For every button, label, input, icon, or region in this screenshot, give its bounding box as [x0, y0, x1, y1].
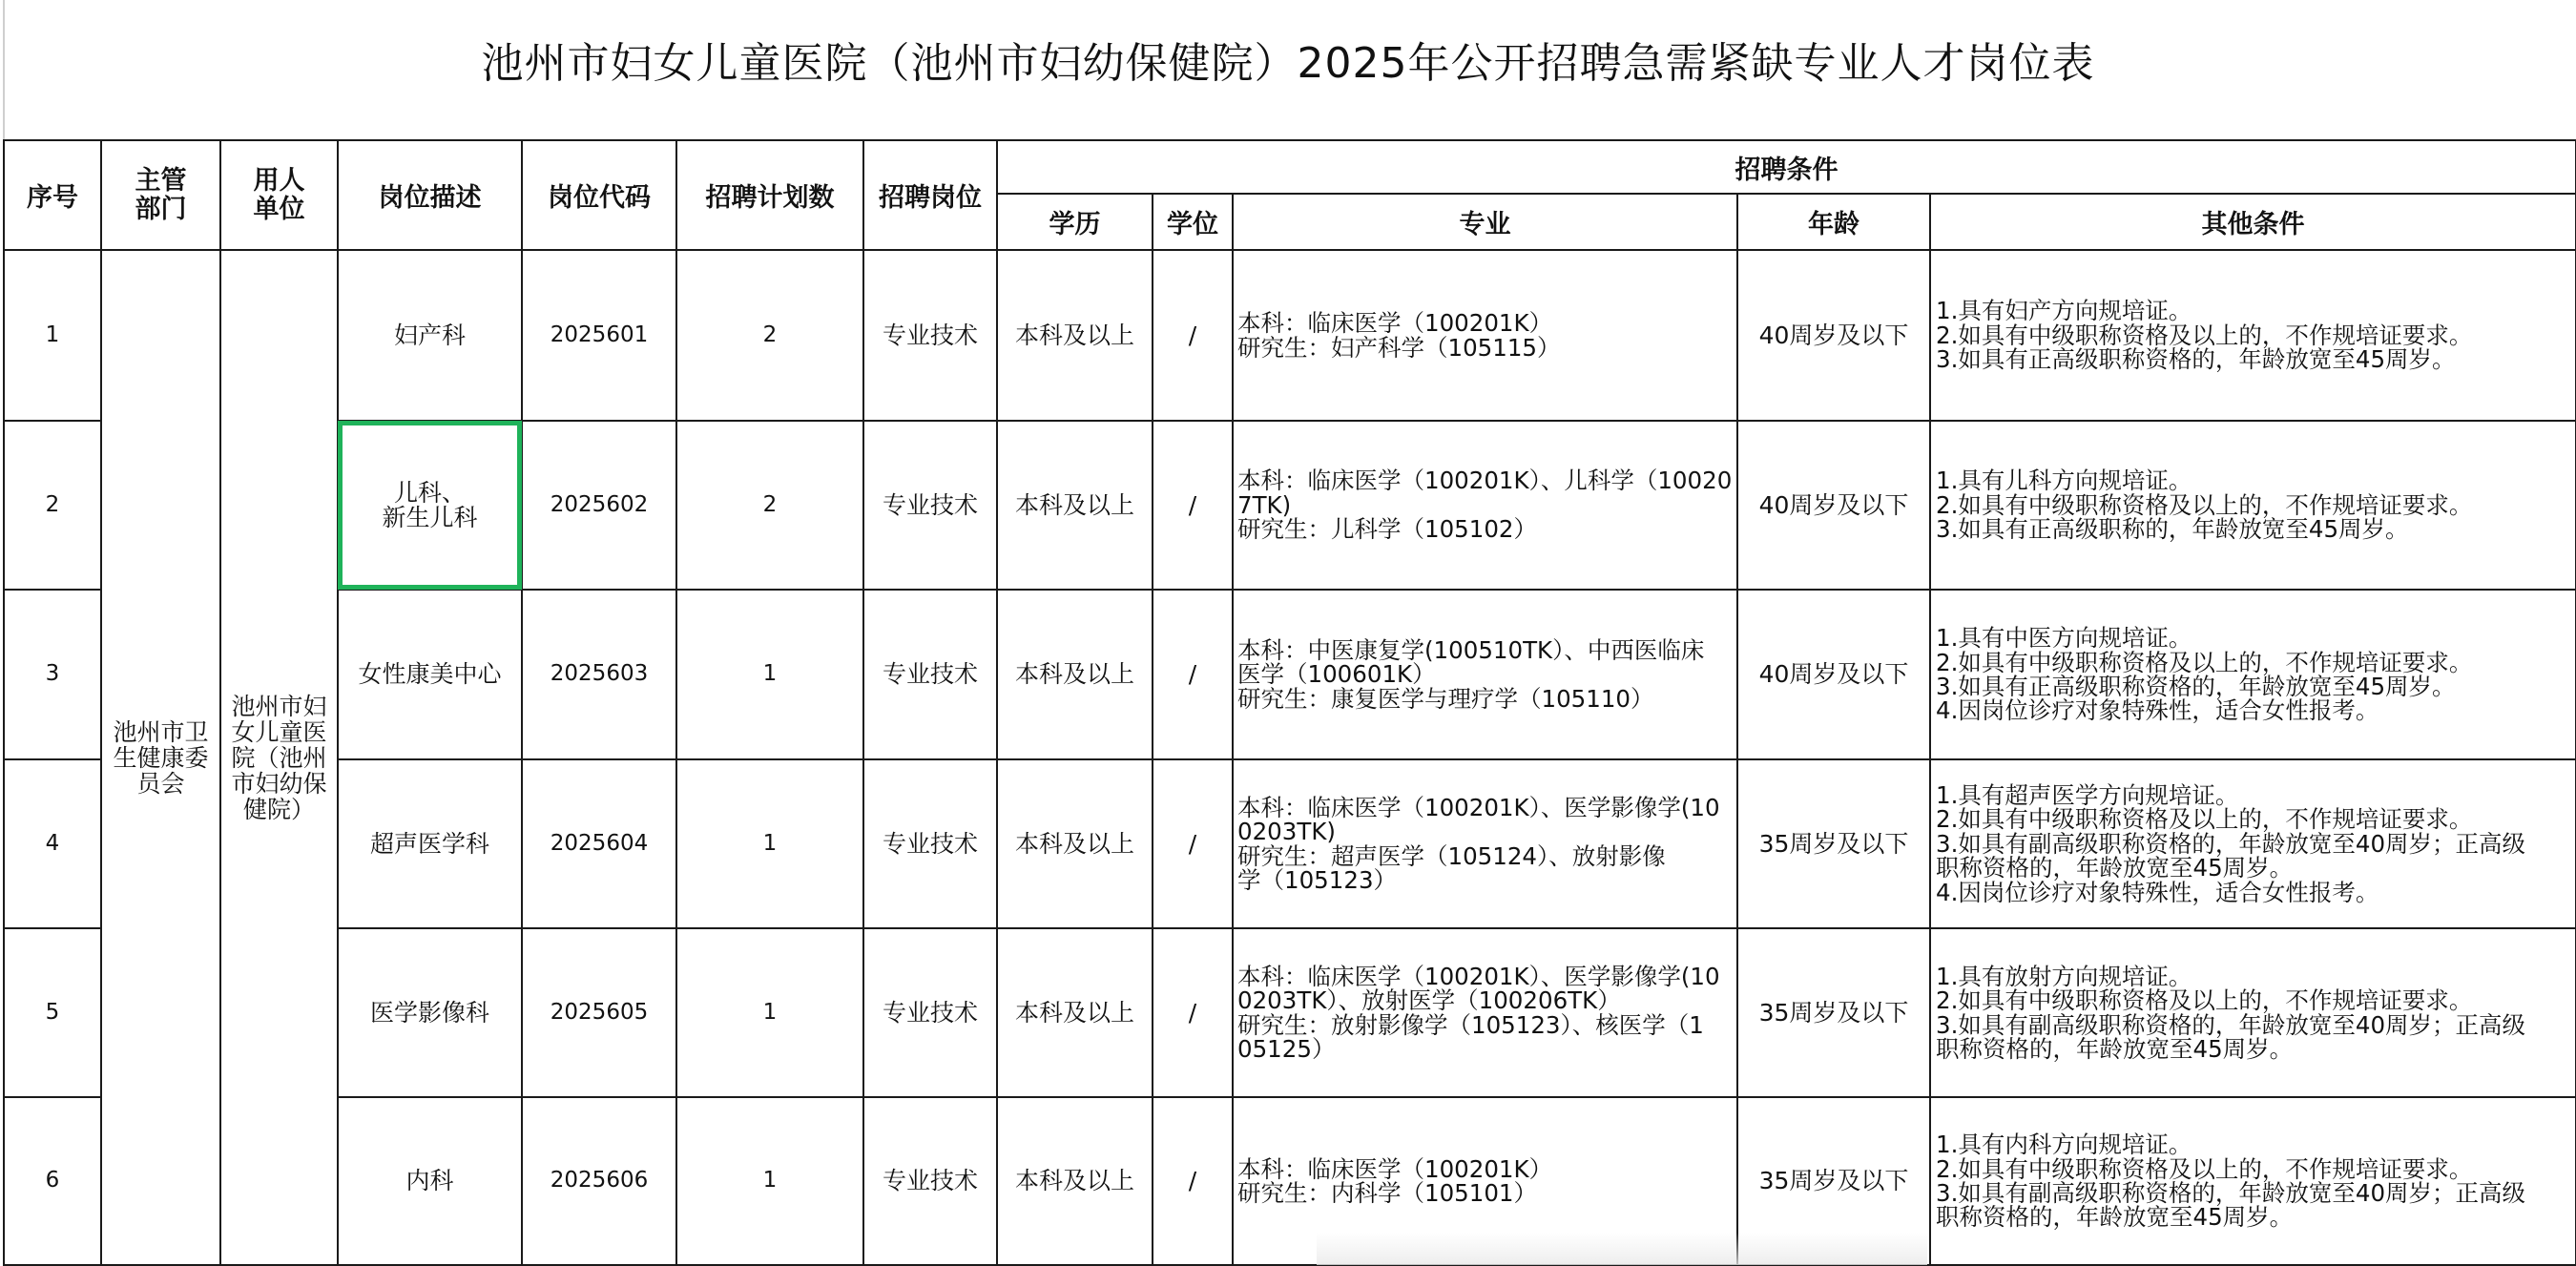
cell-plan[interactable]: 1	[676, 590, 863, 759]
header-major[interactable]: 专业	[1233, 194, 1737, 250]
cell-degree[interactable]: /	[1153, 421, 1233, 590]
cell-other[interactable]: 1.具有放射方向规培证。 2.如具有中级职称资格及以上的，不作规培证要求。 3.如具有副高级职称资格的，年龄放宽至40周岁；正高级 职称资格的，年龄放宽至45周岁。	[1930, 928, 2576, 1097]
cell-seq[interactable]: 4	[4, 759, 101, 928]
cell-age[interactable]: 40周岁及以下	[1737, 590, 1930, 759]
cell-dept[interactable]	[101, 250, 220, 1265]
cell-degree[interactable]: /	[1153, 759, 1233, 928]
cell-education[interactable]: 本科及以上	[997, 1097, 1153, 1265]
table-row	[4, 759, 2576, 928]
header-desc[interactable]: 岗位描述	[338, 140, 522, 250]
header-degree[interactable]: 学位	[1153, 194, 1233, 250]
cell-major[interactable]: 本科：临床医学（100201K）、儿科学（10020 7TK) 研究生：儿科学（105102）	[1233, 421, 1737, 590]
table-row	[4, 421, 2576, 590]
cell-age[interactable]: 40周岁及以下	[1737, 250, 1930, 421]
cell-post[interactable]: 专业技术	[863, 759, 997, 928]
header-dept-label: 主管部门	[135, 165, 187, 224]
cell-dept-text: 池州市卫生健康委员会	[113, 717, 209, 798]
cell-code[interactable]: 2025604	[522, 759, 676, 928]
table-row	[4, 250, 2576, 421]
cell-code[interactable]: 2025602	[522, 421, 676, 590]
cell-education[interactable]: 本科及以上	[997, 590, 1153, 759]
header-post[interactable]: 招聘岗位	[863, 140, 997, 250]
cell-major[interactable]: 本科：临床医学（100201K）、医学影像学(10 0203TK）、放射医学（100206TK） 研究生：放射影像学（105123）、核医学（1 05125）	[1233, 928, 1737, 1097]
cell-unit[interactable]	[220, 250, 338, 1265]
cell-post[interactable]: 专业技术	[863, 590, 997, 759]
cell-desc[interactable]: 超声医学科	[338, 759, 522, 928]
cell-post[interactable]: 专业技术	[863, 421, 997, 590]
recruitment-table	[3, 139, 2576, 1266]
cell-major[interactable]: 本科：临床医学（100201K）、医学影像学(10 0203TK) 研究生：超声医学（105124）、放射影像 学（105123）	[1233, 759, 1737, 928]
header-conditions[interactable]: 招聘条件	[997, 140, 2576, 194]
table-row	[4, 928, 2576, 1097]
cell-age[interactable]: 35周岁及以下	[1737, 928, 1930, 1097]
cell-code[interactable]: 2025605	[522, 928, 676, 1097]
cell-education[interactable]: 本科及以上	[997, 759, 1153, 928]
cell-other[interactable]: 1.具有内科方向规培证。 2.如具有中级职称资格及以上的，不作规培证要求。 3.如具有副高级职称资格的，年龄放宽至40周岁；正高级 职称资格的，年龄放宽至45周岁。	[1930, 1097, 2576, 1265]
header-plan[interactable]: 招聘计划数	[676, 140, 863, 250]
cell-post[interactable]: 专业技术	[863, 928, 997, 1097]
cell-degree[interactable]: /	[1153, 1097, 1233, 1265]
cell-age[interactable]: 40周岁及以下	[1737, 421, 1930, 590]
cell-other[interactable]: 1.具有妇产方向规培证。 2.如具有中级职称资格及以上的，不作规培证要求。 3.如具有正高级职称资格的，年龄放宽至45周岁。	[1930, 250, 2576, 421]
cell-degree[interactable]: /	[1153, 590, 1233, 759]
cell-seq[interactable]: 6	[4, 1097, 101, 1265]
table-row	[4, 1097, 2576, 1265]
cell-seq[interactable]: 3	[4, 590, 101, 759]
cell-education[interactable]: 本科及以上	[997, 421, 1153, 590]
header-unit-label: 用人单位	[253, 165, 305, 224]
cell-desc[interactable]: 女性康美中心	[338, 590, 522, 759]
header-unit[interactable]	[220, 140, 338, 250]
cell-major[interactable]: 本科：临床医学（100201K） 研究生：妇产科学（105115）	[1233, 250, 1737, 421]
cell-code[interactable]: 2025601	[522, 250, 676, 421]
header-age[interactable]: 年龄	[1737, 194, 1930, 250]
cell-degree[interactable]: /	[1153, 928, 1233, 1097]
cell-seq[interactable]: 1	[4, 250, 101, 421]
cell-education[interactable]: 本科及以上	[997, 928, 1153, 1097]
cell-code[interactable]: 2025606	[522, 1097, 676, 1265]
cell-plan[interactable]: 1	[676, 759, 863, 928]
cell-education[interactable]: 本科及以上	[997, 250, 1153, 421]
cell-age[interactable]: 35周岁及以下	[1737, 759, 1930, 928]
cell-plan[interactable]: 2	[676, 421, 863, 590]
cell-seq[interactable]: 2	[4, 421, 101, 590]
cell-desc-selected[interactable]: 儿科、 新生儿科	[338, 421, 522, 590]
cell-other[interactable]: 1.具有儿科方向规培证。 2.如具有中级职称资格及以上的，不作规培证要求。 3.如具有正高级职称的，年龄放宽至45周岁。	[1930, 421, 2576, 590]
cell-code[interactable]: 2025603	[522, 590, 676, 759]
header-other[interactable]: 其他条件	[1930, 194, 2576, 250]
cell-desc[interactable]: 妇产科	[338, 250, 522, 421]
cell-age[interactable]: 35周岁及以下	[1737, 1097, 1930, 1265]
cell-other[interactable]: 1.具有超声医学方向规培证。 2.如具有中级职称资格及以上的，不作规培证要求。 3.如具有副高级职称资格的，年龄放宽至40周岁；正高级 职称资格的，年龄放宽至45周岁。 4.因岗位诊疗对象特殊性，适合女性报考。	[1930, 759, 2576, 928]
header-education[interactable]: 学历	[997, 194, 1153, 250]
cell-major[interactable]: 本科：中医康复学(100510TK）、中西医临床 医学（100601K） 研究生：康复医学与理疗学（105110）	[1233, 590, 1737, 759]
cell-unit-text: 池州市妇女儿童医院（池州市妇幼保健院）	[231, 692, 327, 823]
cell-desc[interactable]: 医学影像科	[338, 928, 522, 1097]
cell-other[interactable]: 1.具有中医方向规培证。 2.如具有中级职称资格及以上的，不作规培证要求。 3.如具有正高级职称资格的，年龄放宽至45周岁。 4.因岗位诊疗对象特殊性，适合女性报考。	[1930, 590, 2576, 759]
cell-post[interactable]: 专业技术	[863, 1097, 997, 1265]
header-code[interactable]: 岗位代码	[522, 140, 676, 250]
cell-plan[interactable]: 1	[676, 928, 863, 1097]
cell-major[interactable]: 本科：临床医学（100201K） 研究生：内科学（105101）	[1233, 1097, 1737, 1265]
cell-degree[interactable]: /	[1153, 250, 1233, 421]
cell-seq[interactable]: 5	[4, 928, 101, 1097]
cell-plan[interactable]: 1	[676, 1097, 863, 1265]
cell-desc[interactable]: 内科	[338, 1097, 522, 1265]
cell-post[interactable]: 专业技术	[863, 250, 997, 421]
header-dept[interactable]	[101, 140, 220, 250]
table-row	[4, 590, 2576, 759]
header-seq[interactable]: 序号	[4, 140, 101, 250]
cell-plan[interactable]: 2	[676, 250, 863, 421]
page-title: 池州市妇女儿童医院（池州市妇幼保健院）2025年公开招聘急需紧缺专业人才岗位表	[481, 39, 2095, 88]
